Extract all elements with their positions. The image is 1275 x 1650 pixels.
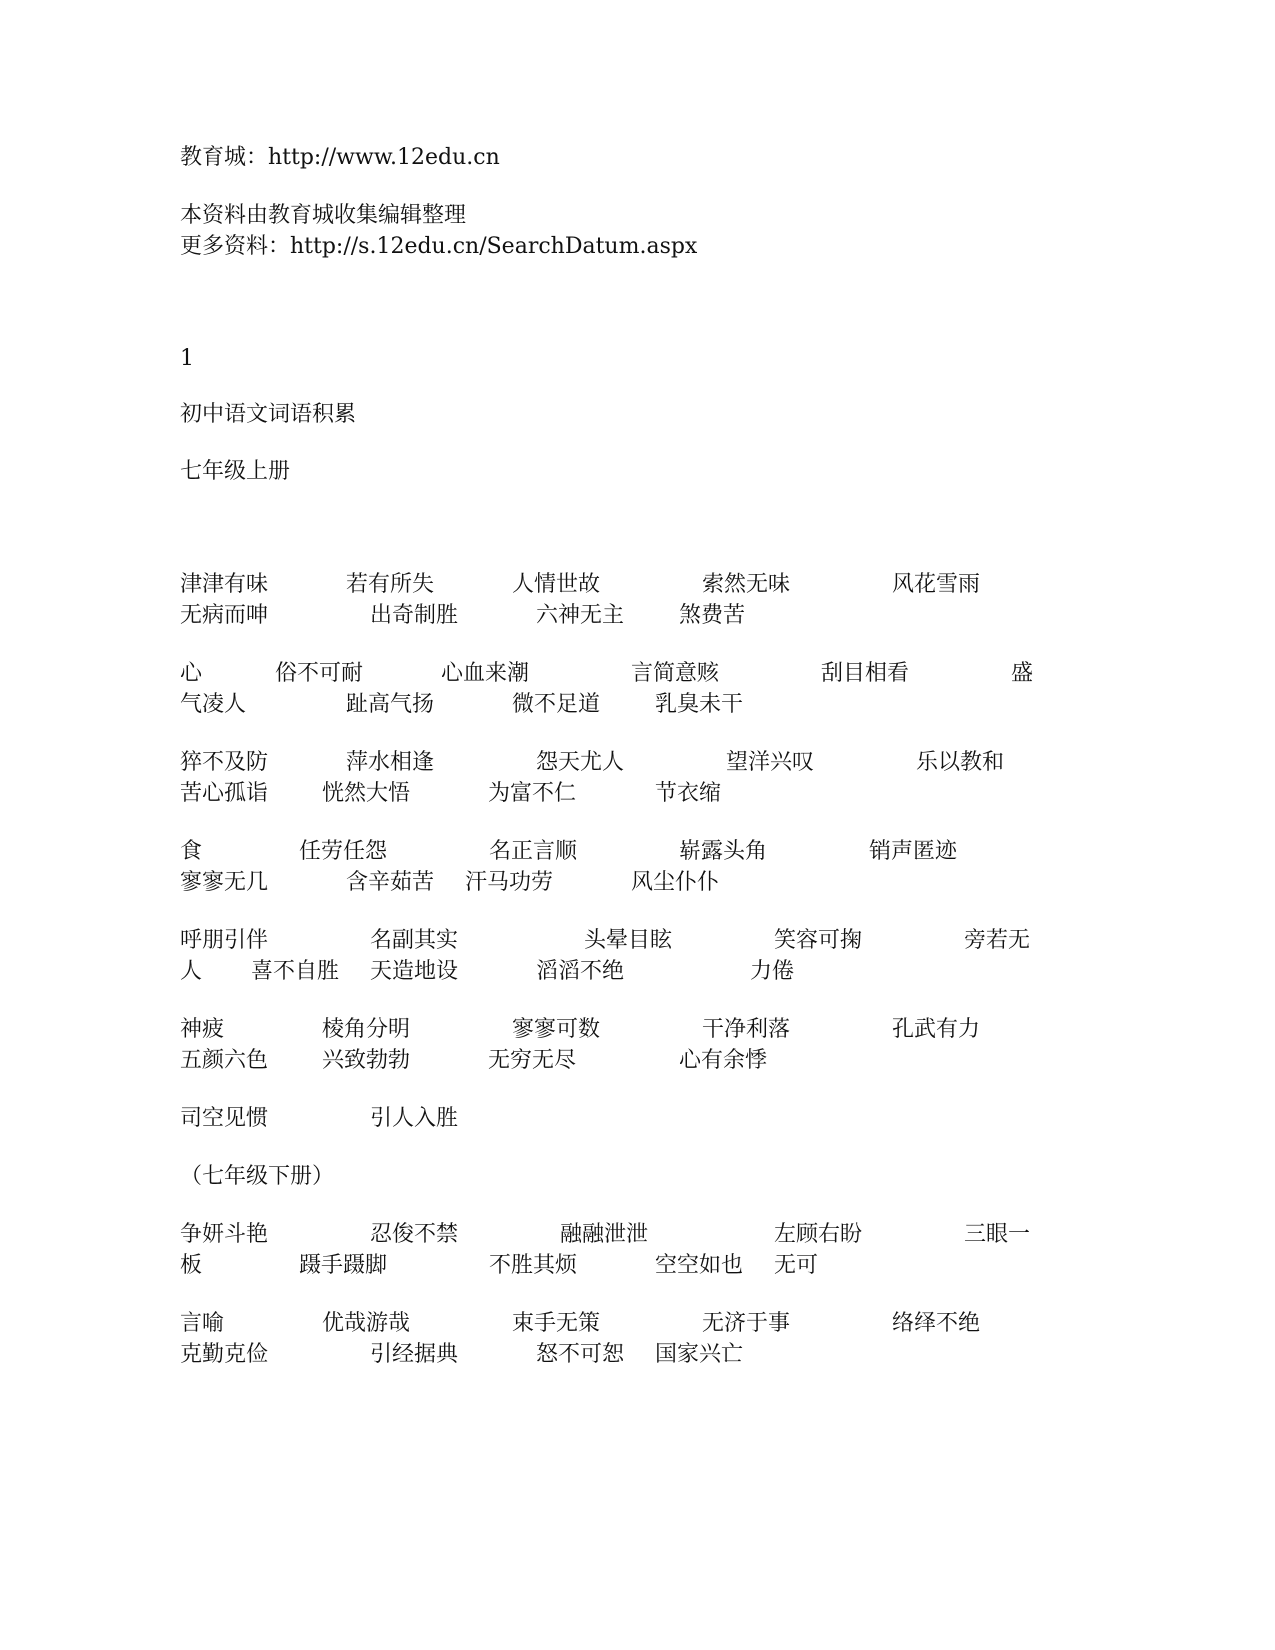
vocab-word: 心血来潮 (441, 661, 530, 686)
vocab-row (180, 779, 1080, 809)
vocab-word: 心 (180, 661, 203, 686)
vocab-row (180, 570, 1080, 600)
vocab-word: 望洋兴叹 (726, 750, 815, 775)
vocab-row (180, 1046, 1080, 1076)
vocab-word: 孔武有力 (892, 1017, 981, 1042)
vocab-word: 无病而呻 (180, 603, 269, 628)
vocab-row (180, 1015, 1080, 1045)
vocab-word: 风尘仆仆 (631, 870, 720, 895)
vocab-word: 引人入胜 (370, 1106, 459, 1131)
vocab-word: 风花雪雨 (892, 572, 981, 597)
vocab-word: 含辛茹苦 (346, 870, 435, 895)
vocab-word: 言简意赅 (631, 661, 720, 686)
section-heading-lower: （七年级下册） (180, 1164, 335, 1189)
page-number: 1 (180, 346, 194, 371)
vocab-word: 心有余悸 (679, 1048, 768, 1073)
vocab-word: 融融泄泄 (560, 1222, 649, 1247)
vocab-word: 三眼一 (964, 1222, 1031, 1247)
vocab-row (180, 1220, 1080, 1250)
vocab-row (180, 837, 1080, 867)
vocab-word: 神疲 (180, 1017, 225, 1042)
vocab-word: 苦心孤诣 (180, 781, 269, 806)
vocab-word: 乳臭未干 (655, 692, 744, 717)
vocab-word: 无济于事 (702, 1311, 791, 1336)
vocab-word: 趾高气扬 (346, 692, 435, 717)
vocab-word: 不胜其烦 (489, 1253, 578, 1278)
vocab-word: 克勤克俭 (180, 1342, 269, 1367)
vocab-row (180, 748, 1080, 778)
vocab-word: 人 (180, 959, 203, 984)
vocab-word: 兴致勃勃 (322, 1048, 411, 1073)
vocab-word: 名正言顺 (489, 839, 578, 864)
vocab-word: 言喻 (180, 1311, 225, 1336)
vocab-word: 天造地设 (370, 959, 459, 984)
vocab-word: 人情世故 (512, 572, 601, 597)
vocab-row (180, 1251, 1080, 1281)
vocab-row (180, 601, 1080, 631)
vocab-row (180, 1309, 1080, 1339)
document-title: 初中语文词语积累 (180, 402, 357, 427)
vocab-word: 板 (180, 1253, 203, 1278)
vocab-word: 萍水相逢 (346, 750, 435, 775)
vocab-word: 优哉游哉 (322, 1311, 411, 1336)
vocab-word: 节衣缩 (655, 781, 722, 806)
site-header: 教育城：http://www.12edu.cn (180, 145, 500, 170)
vocab-row (180, 659, 1080, 689)
vocab-word: 出奇制胜 (370, 603, 459, 628)
vocab-word: 猝不及防 (180, 750, 269, 775)
vocab-word: 六神无主 (536, 603, 625, 628)
vocab-word: 笑容可掬 (774, 928, 863, 953)
vocab-word: 名副其实 (370, 928, 459, 953)
vocab-word: 束手无策 (512, 1311, 601, 1336)
vocab-word: 空空如也 (655, 1253, 744, 1278)
compiled-by-note: 本资料由教育城收集编辑整理 (180, 203, 467, 228)
vocab-word: 蹑手蹑脚 (299, 1253, 388, 1278)
vocab-word: 盛 (1011, 661, 1034, 686)
vocab-word: 为富不仁 (488, 781, 577, 806)
vocab-word: 恍然大悟 (322, 781, 411, 806)
vocab-word: 滔滔不绝 (536, 959, 625, 984)
vocab-word: 津津有味 (180, 572, 269, 597)
vocab-word: 喜不自胜 (251, 959, 340, 984)
vocab-word: 呼朋引伴 (180, 928, 269, 953)
vocab-word: 销声匿迹 (869, 839, 958, 864)
vocab-word: 俗不可耐 (275, 661, 364, 686)
vocab-word: 寥寥可数 (512, 1017, 601, 1042)
vocab-word: 任劳任怨 (299, 839, 388, 864)
vocab-word: 汗马功劳 (465, 870, 554, 895)
vocab-word: 五颜六色 (180, 1048, 269, 1073)
vocab-word: 争妍斗艳 (180, 1222, 269, 1247)
vocab-word: 左顾右盼 (774, 1222, 863, 1247)
vocab-word: 若有所失 (346, 572, 435, 597)
vocab-word: 忍俊不禁 (370, 1222, 459, 1247)
vocab-word: 微不足道 (512, 692, 601, 717)
vocab-word: 煞费苦 (679, 603, 746, 628)
vocab-word: 食 (180, 839, 203, 864)
vocab-word: 刮目相看 (821, 661, 910, 686)
vocab-word: 寥寥无几 (180, 870, 269, 895)
vocab-word: 引经据典 (370, 1342, 459, 1367)
vocab-row (180, 1340, 1080, 1370)
vocab-word: 怨天尤人 (536, 750, 625, 775)
vocab-word: 络绎不绝 (892, 1311, 981, 1336)
vocab-word: 索然无味 (702, 572, 791, 597)
vocab-row (180, 690, 1080, 720)
vocab-word: 崭露头角 (679, 839, 768, 864)
vocab-word: 无穷无尽 (488, 1048, 577, 1073)
vocab-word: 头晕目眩 (584, 928, 673, 953)
vocab-word: 无可 (774, 1253, 819, 1278)
vocab-word: 旁若无 (964, 928, 1031, 953)
vocab-word: 国家兴亡 (655, 1342, 744, 1367)
section-heading-upper: 七年级上册 (180, 459, 291, 484)
vocab-row (180, 1104, 1080, 1134)
vocab-word: 干净利落 (702, 1017, 791, 1042)
vocab-row (180, 926, 1080, 956)
vocab-word: 乐以教和 (916, 750, 1005, 775)
more-resources-link: 更多资料：http://s.12edu.cn/SearchDatum.aspx (180, 234, 698, 259)
vocab-word: 司空见惯 (180, 1106, 269, 1131)
vocab-row (180, 868, 1080, 898)
vocab-word: 力倦 (750, 959, 795, 984)
vocab-row (180, 957, 1080, 987)
vocab-word: 气凌人 (180, 692, 247, 717)
vocab-word: 怒不可恕 (536, 1342, 625, 1367)
vocab-word: 棱角分明 (322, 1017, 411, 1042)
